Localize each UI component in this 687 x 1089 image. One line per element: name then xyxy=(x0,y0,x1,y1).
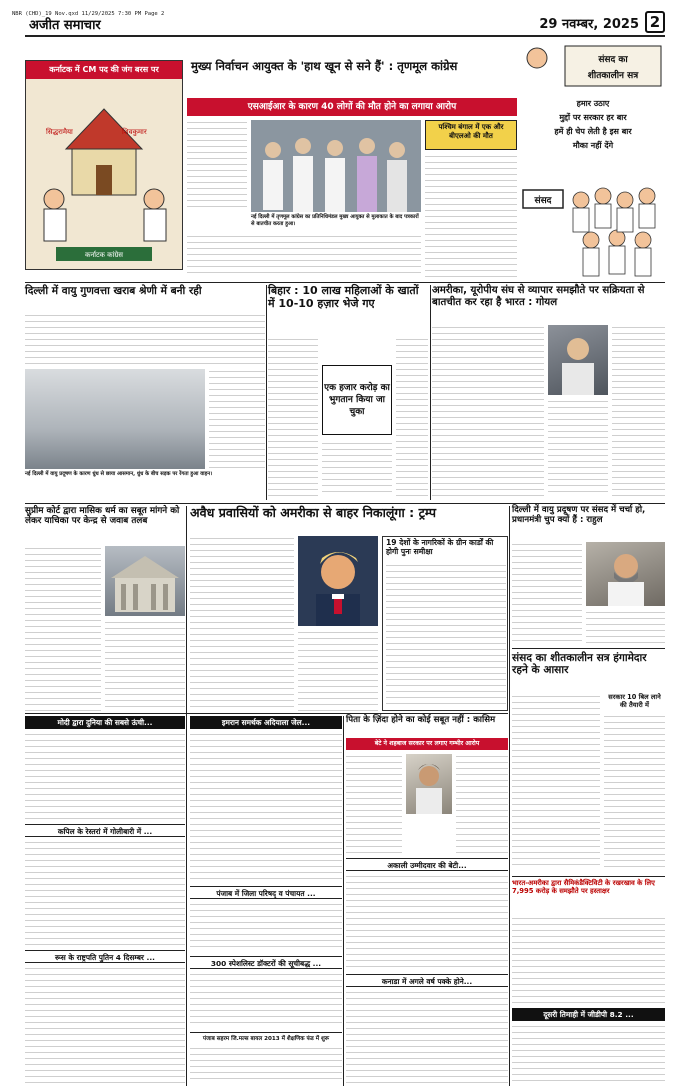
session-top-rule xyxy=(512,648,665,649)
kasim-subhead xyxy=(346,738,508,750)
modi-text-b xyxy=(25,840,185,946)
col-rule-d xyxy=(430,285,431,500)
trump-portrait xyxy=(298,536,378,626)
lead-subhead xyxy=(187,98,517,116)
sc-building xyxy=(105,546,185,616)
divider-3 xyxy=(25,713,508,714)
bihar-text-mid xyxy=(322,441,392,497)
doctors-title: 300 स्पेशलिस्ट डॉक्टरों की सूचीबद्ध ... xyxy=(190,956,342,969)
lead-story xyxy=(187,58,517,278)
bihar-text-right xyxy=(396,337,428,497)
trump-text-b xyxy=(298,630,378,711)
delhi-pollution-text-a xyxy=(512,542,582,646)
us-eu-headline: अमरीका, यूरोपीय संघ से व्यापार समझौते पर सक्रियता से बातचीत कर रहा है भारत : गोयल xyxy=(432,285,645,308)
cartoon-speech-line4: मौका नहीं देंगे xyxy=(572,141,614,150)
imran-text-d xyxy=(190,1046,342,1084)
cartoon-speech-line3: हमें ही चेप लेती है इस बार xyxy=(554,127,632,136)
cartoon-label-top2: शिवकुमार xyxy=(122,128,147,136)
kasim-photo xyxy=(406,754,452,814)
modi-text-c xyxy=(25,966,185,1084)
trump-inner-box xyxy=(382,536,508,711)
lead-photo-figures xyxy=(251,120,421,212)
divider-2 xyxy=(25,503,665,504)
col-rule-c xyxy=(266,285,267,500)
us-eu-text-a xyxy=(432,325,544,497)
kasim-text-c xyxy=(346,874,508,970)
trade-story xyxy=(512,876,665,1086)
cartoon-left-drawing xyxy=(26,79,182,269)
imran-column xyxy=(190,716,342,1086)
kasim-text-b xyxy=(456,754,508,854)
col-rule-e xyxy=(343,716,344,1086)
cartoon-label-bottom: कर्नाटक कांग्रेस xyxy=(84,251,124,259)
kasim-text-d xyxy=(346,990,508,1084)
rahul-portrait xyxy=(586,542,665,606)
col-rule-a xyxy=(186,506,187,1086)
lead-headline: मुख्य निर्वाचन आयुक्त के 'हाथ खून से सने हैं' : तृणमूल कांग्रेस xyxy=(191,59,458,73)
trump-inner-text xyxy=(386,563,506,709)
rahul-photo xyxy=(586,542,665,606)
kasim-text-a xyxy=(346,754,402,854)
lead-side-box xyxy=(425,120,517,150)
lead-subhead-text: एसआईआर के कारण 40 लोगों की मौत होने का लगाया आरोप xyxy=(247,102,457,112)
air-quality-story xyxy=(25,285,265,500)
session-headline: संसद का शीतकालीन सत्र हंगामेदार रहने के आसार xyxy=(512,652,647,677)
cartoon-banner-line2: शीतकालीन सत्र xyxy=(587,71,639,81)
gdp-title: दूसरी तिमाही में जीडीपी 8.2 ... xyxy=(512,1008,665,1021)
air-quality-text-b xyxy=(209,369,265,469)
modi-column xyxy=(25,716,185,1086)
paper-name: अजीत समाचार xyxy=(29,18,101,33)
imran-title: इमरान समर्थक अदियाला जेल... xyxy=(190,716,342,729)
session-sidebar-text xyxy=(604,714,665,870)
lead-side-box-text: पश्चिम बंगाल में एक और बीएलओ की मौत xyxy=(438,123,504,140)
us-eu-story xyxy=(432,285,665,500)
col-rule-b xyxy=(509,506,510,1086)
punjab-title: पंजाब में जिला परिषद् व पंचायत ... xyxy=(190,886,342,899)
trump-inner-headline: 19 देशों के नागरिकों के ग्रीन कार्डों की होगी पुनः समीक्षा xyxy=(386,538,494,556)
us-eu-photo-figure xyxy=(548,325,608,395)
imran-text-c xyxy=(190,972,342,1028)
kasim-story xyxy=(346,716,508,1086)
bihar-headline: बिहार : 10 लाख महिलाओं के खातों में 10-10 हज़ार भेजे गए xyxy=(268,284,419,310)
bihar-text-left xyxy=(268,337,318,497)
cartoon-speech-line2: मुद्दों पर सरकार हर बार xyxy=(559,113,627,122)
kapil-title: कपिल के रेस्तरां में गोलीबारी में ... xyxy=(25,824,185,837)
session-sidebar xyxy=(604,694,665,870)
trade-top-rule xyxy=(512,876,665,877)
imran-text-a xyxy=(190,732,342,882)
trump-story xyxy=(190,506,508,711)
session-text-a xyxy=(512,694,600,870)
bihar-pull-quote-text: एक हजार करोड़ का भुगतान किया जा चुका xyxy=(324,383,390,417)
imran-text-b xyxy=(190,902,342,952)
file-info-bar xyxy=(0,0,687,17)
cartoon-right-drawing xyxy=(521,40,665,280)
lead-photo-caption: नई दिल्ली में तृणमूल कांग्रेस का प्रतिनिधिमंडल मुख्य आयुक्त से मुलाकात के बाद पत्रकारों से बातचीत करता हुआ। xyxy=(251,214,419,227)
modi-title: मोदी द्वारा दुनिया की सबसे ऊंची... xyxy=(25,716,185,729)
us-eu-text-c xyxy=(548,399,608,497)
trump-photo xyxy=(298,536,378,626)
sc-story xyxy=(25,506,185,711)
lead-col-bottom xyxy=(187,234,421,278)
kasim-headline: पिता के ज़िंदा होने का कोई सबूत नहीं : कासिम xyxy=(346,715,496,725)
trade-text-a xyxy=(512,916,665,1004)
masthead-rule xyxy=(25,35,665,37)
akali-title: अकाली उम्मीदवार की बेटी... xyxy=(346,858,508,871)
session-story xyxy=(512,648,665,872)
air-quality-photo xyxy=(25,369,205,469)
issue-date: 29 नवम्बर, 2025 xyxy=(539,17,639,32)
divider-1 xyxy=(25,282,665,283)
page-number: 2 xyxy=(645,11,665,33)
lead-photo xyxy=(251,120,421,212)
canada-title: कनाडा में अगले वर्ष पक्के होने... xyxy=(346,974,508,987)
trade-text-b xyxy=(512,1024,665,1086)
lead-side-col xyxy=(425,154,517,278)
file-info-text: NBR (CHD)_19 Nov.qxd 11/29/2025 7:30 PM Page 2 xyxy=(12,11,165,17)
sc-headline: सुप्रीम कोर्ट द्वारा मासिक धर्म का सबूत मांगने को लेकर याचिका पर केन्द्र से जवाब तलब xyxy=(25,506,180,527)
delhi-pollution-headline: दिल्ली में वायु प्रदूषण पर संसद में चर्चा हो, प्रधानमंत्री चुप क्यों हैं : राहुल xyxy=(512,505,646,525)
air-quality-text-a xyxy=(25,313,265,365)
cartoon-right xyxy=(521,40,665,280)
trump-headline: अवैध प्रवासियों को अमरीका से बाहर निकालूंगा : ट्रम्प xyxy=(190,505,437,520)
kasim-portrait xyxy=(406,754,452,814)
masthead xyxy=(25,10,665,36)
sc-text-a xyxy=(25,546,101,711)
us-eu-text-b xyxy=(612,325,665,497)
lead-col-1 xyxy=(187,120,247,212)
us-eu-photo xyxy=(548,325,608,395)
cartoon-sign: संसद xyxy=(534,196,552,206)
session-sidebar-title: सरकार 10 बिल लाने की तैयारी में xyxy=(608,693,661,709)
cartoon-speech-line1: हमार उठाए xyxy=(576,99,610,108)
cartoon-label-top: सिद्धरामैया xyxy=(46,128,73,136)
delhi-pollution-text-b xyxy=(586,610,665,646)
air-quality-headline: दिल्ली में वायु गुणवत्ता खराब श्रेणी में बनी रही xyxy=(25,285,202,297)
cartoon-left-title: कर्नाटक में CM पद की जंग बरस पर xyxy=(26,61,182,79)
trump-text-a xyxy=(190,536,294,711)
putin-title: रूस के राष्ट्रपति पुतिन 4 दिसम्बर ... xyxy=(25,950,185,963)
modi-text-a xyxy=(25,732,185,820)
kasim-subhead-text: बेटे ने शहबाज सरकार पर लगाए गम्भीर आरोप xyxy=(374,740,480,747)
bihar-story xyxy=(268,285,428,500)
air-quality-caption: नई दिल्ली में वायु प्रदूषण के कारण धुंध से छाया आसमान, धुंध के बीच सड़क पर रेंगता हुआ वाहन। xyxy=(25,471,213,477)
bihar-pull-quote xyxy=(322,365,392,435)
fund-title: पंजाब सहरम जि.मल्स बायल 2013 में शैक्षणिक फंड में शुरू xyxy=(190,1032,342,1044)
cartoon-banner-line1: संसद का xyxy=(598,55,628,65)
cartoon-left xyxy=(25,60,183,270)
sc-photo xyxy=(105,546,185,616)
trade-headline: भारत-अमरीका द्वारा सैमिकंडैक्टिविटी के रखरखाव के लिए 7,995 करोड़ के समझौते पर हस्ताक्षर xyxy=(512,879,655,895)
delhi-pollution-story xyxy=(512,506,665,646)
sc-text-b xyxy=(105,620,185,711)
